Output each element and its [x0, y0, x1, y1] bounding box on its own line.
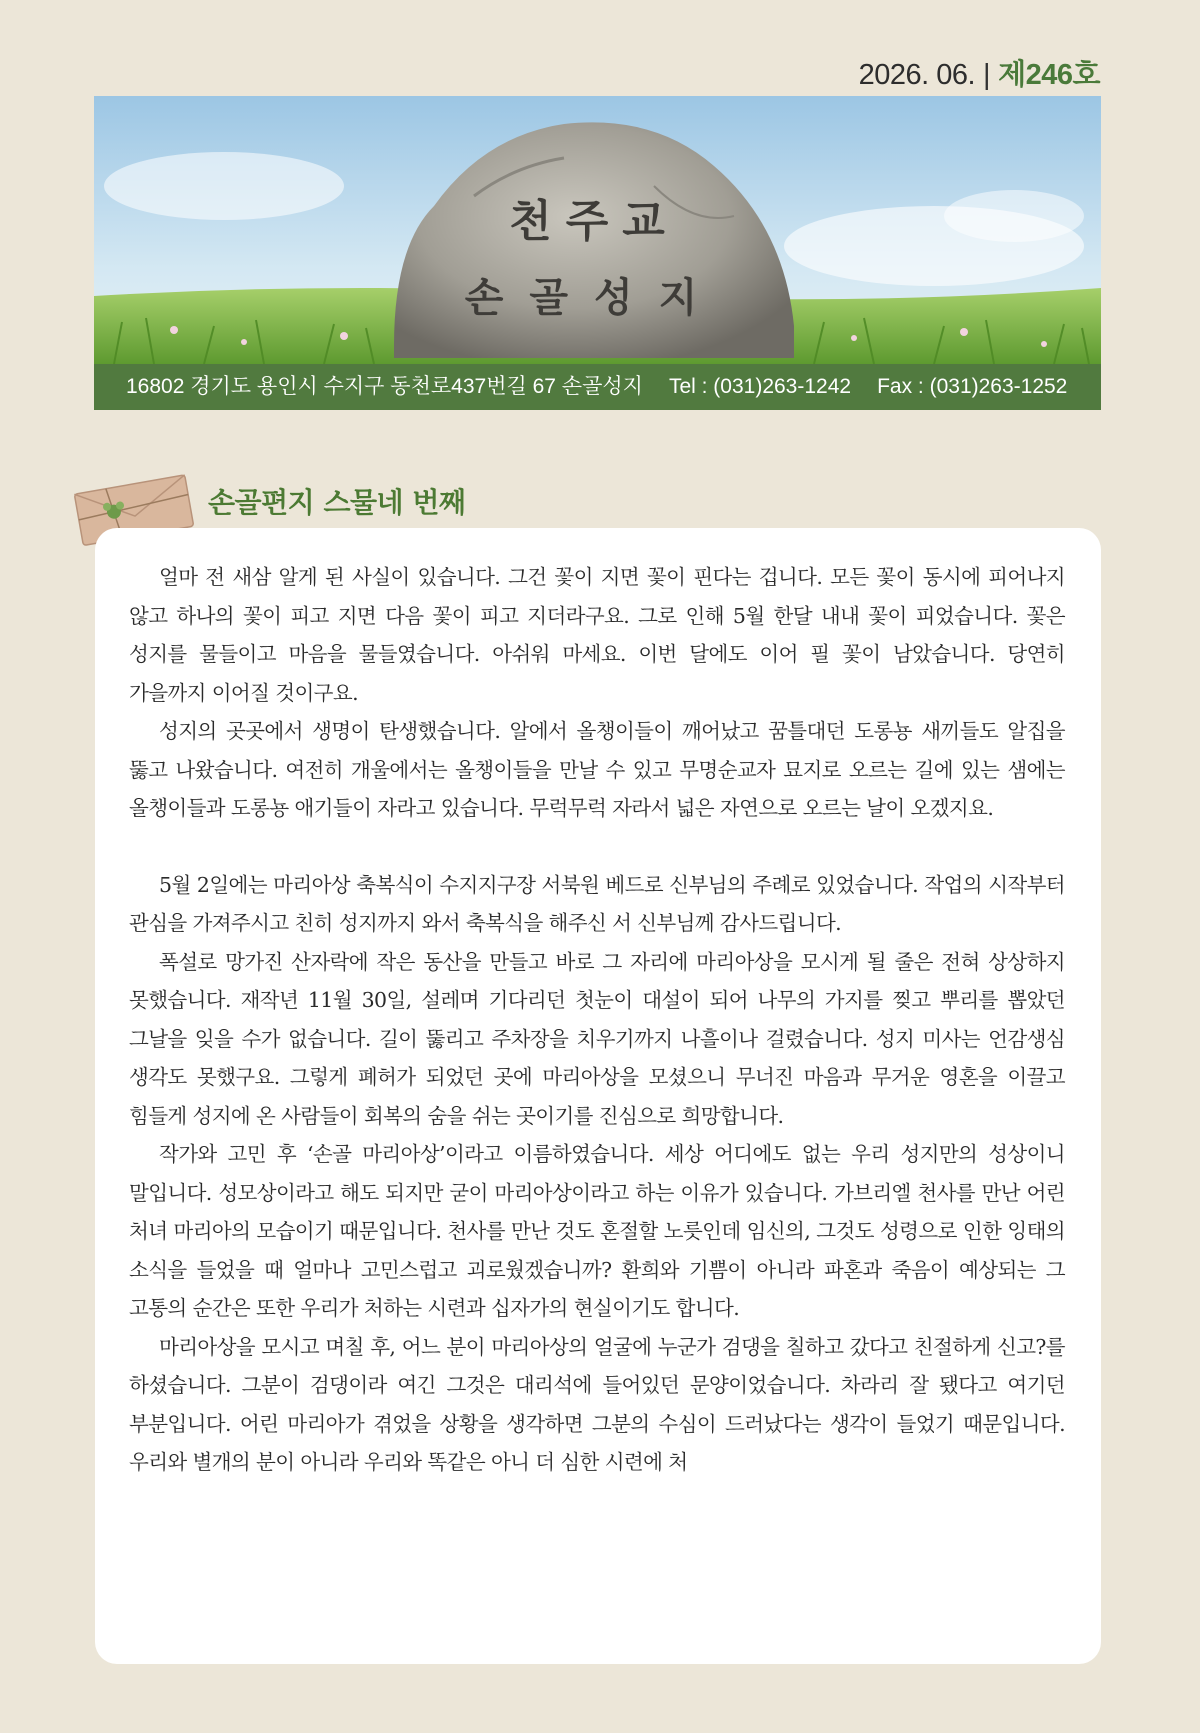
paragraph-5: 작가와 고민 후 ‘손골 마리아상’이라고 이름하였습니다. 세상 어디에도 없는 우리 성지만의 성상이니 말입니다. 성모상이라고 해도 되지만 굳이 마리아상이라고 하는 이유가 있습니다. 가브리엘 천사를 만난 어린 처녀 마리아의 모습이기 때문입니다. 천사를 만난 것도 혼절할 노릇인데 임신의, 그것도 성령으로 인한 잉태의 소식을 들었을 때 얼마나 고민스럽고 괴로웠겠습니까? 환희와 기쁨이 아니라 파혼과 죽음이 예상되는 그 고통의 순간은 또한 우리가 처하는 시련과 십자가의 현실이기도 합니다.	[129, 1142, 1065, 1320]
paragraph-2: 성지의 곳곳에서 생명이 탄생했습니다. 알에서 올챙이들이 깨어났고 꿈틀대던 도롱뇽 새끼들도 알집을 뚫고 나왔습니다. 여전히 개울에서는 올챙이들을 만날 수 있고 무명순교자 묘지로 오르는 길에 있는 샘에는 올챙이들과 도롱뇽 애기들이 자라고 있습니다. 무럭무럭 자라서 넓은 자연으로 오르는 날이 오겠지요.	[129, 719, 1065, 820]
issue-number: 제246호	[998, 59, 1100, 91]
section-title: 손골편지 스물네 번째	[208, 486, 466, 519]
telephone-text: Tel : (031)263-1242	[668, 375, 852, 398]
paragraph-1: 얼마 전 새삼 알게 된 사실이 있습니다. 그건 꽃이 지면 꽃이 핀다는 겁니다. 모든 꽃이 동시에 피어나지 않고 하나의 꽃이 피고 지면 다음 꽃이 피고 지더라구요. 그로 인해 5월 한달 내내 꽃이 피었습니다. 꽃은 성지를 물들이고 마음을 물들였습니다. 아쉬워 마세요. 이번 달에도 이어 필 꽃이 남았습니다. 당연히 가을까지 이어질 것이구요.	[129, 565, 1065, 705]
stone-text-line2: 손골성지	[464, 275, 724, 321]
letter-content	[95, 528, 1101, 1664]
issue-separator: |	[983, 59, 991, 91]
stone-text-line1: 천주교	[509, 196, 679, 247]
address-bar	[94, 364, 1101, 410]
paragraph-4: 폭설로 망가진 산자락에 작은 동산을 만들고 바로 그 자리에 마리아상을 모시게 될 줄은 전혀 상상하지 못했습니다. 재작년 11월 30일, 설레며 기다리던 첫눈이 대설이 되어 나무의 가지를 찢고 뿌리를 뽑았던 그날을 잊을 수가 없습니다. 길이 뚫리고 주차장을 치우기까지 나흘이나 걸렸습니다. 성지 미사는 언감생심 생각도 못했구요. 그렇게 폐허가 되었던 곳에 마리아상을 모셨으니 무너진 마음과 무거운 영혼을 이끌고 힘들게 성지에 온 사람들이 회복의 숨을 쉬는 곳이기를 진심으로 희망합니다.	[129, 949, 1065, 1128]
header-banner	[94, 96, 1101, 410]
issue-date: 2026. 06.	[858, 59, 976, 91]
paragraph-3: 5월 2일에는 마리아상 축복식이 수지지구장 서북원 베드로 신부님의 주례로 있었습니다. 작업의 시작부터 관심을 가져주시고 친히 성지까지 와서 축복식을 해주신 서 신부님께 감사드립니다.	[129, 872, 1065, 935]
paragraph-6: 마리아상을 모시고 며칠 후, 어느 분이 마리아상의 얼굴에 누군가 검댕을 칠하고 갔다고 친절하게 신고?를 하셨습니다. 그분이 검댕이라 여긴 그것은 대리석에 들어있던 문양이었습니다. 차라리 잘 됐다고 여기던 부분입니다. 어린 마리아가 겪었을 상황을 생각하면 그분의 수심이 드러났다는 생각이 들었기 때문입니다. 우리와 별개의 분이 아니라 우리와 똑같은 아니 더 심한 시련에 처	[129, 1334, 1065, 1474]
fax-text: Fax : (031)263-1252	[877, 375, 1068, 398]
address-text: 16802 경기도 용인시 수지구 동천로437번길 67 손골성지	[126, 375, 643, 398]
issue-info	[859, 52, 1100, 93]
banner-illustration	[94, 96, 1101, 410]
